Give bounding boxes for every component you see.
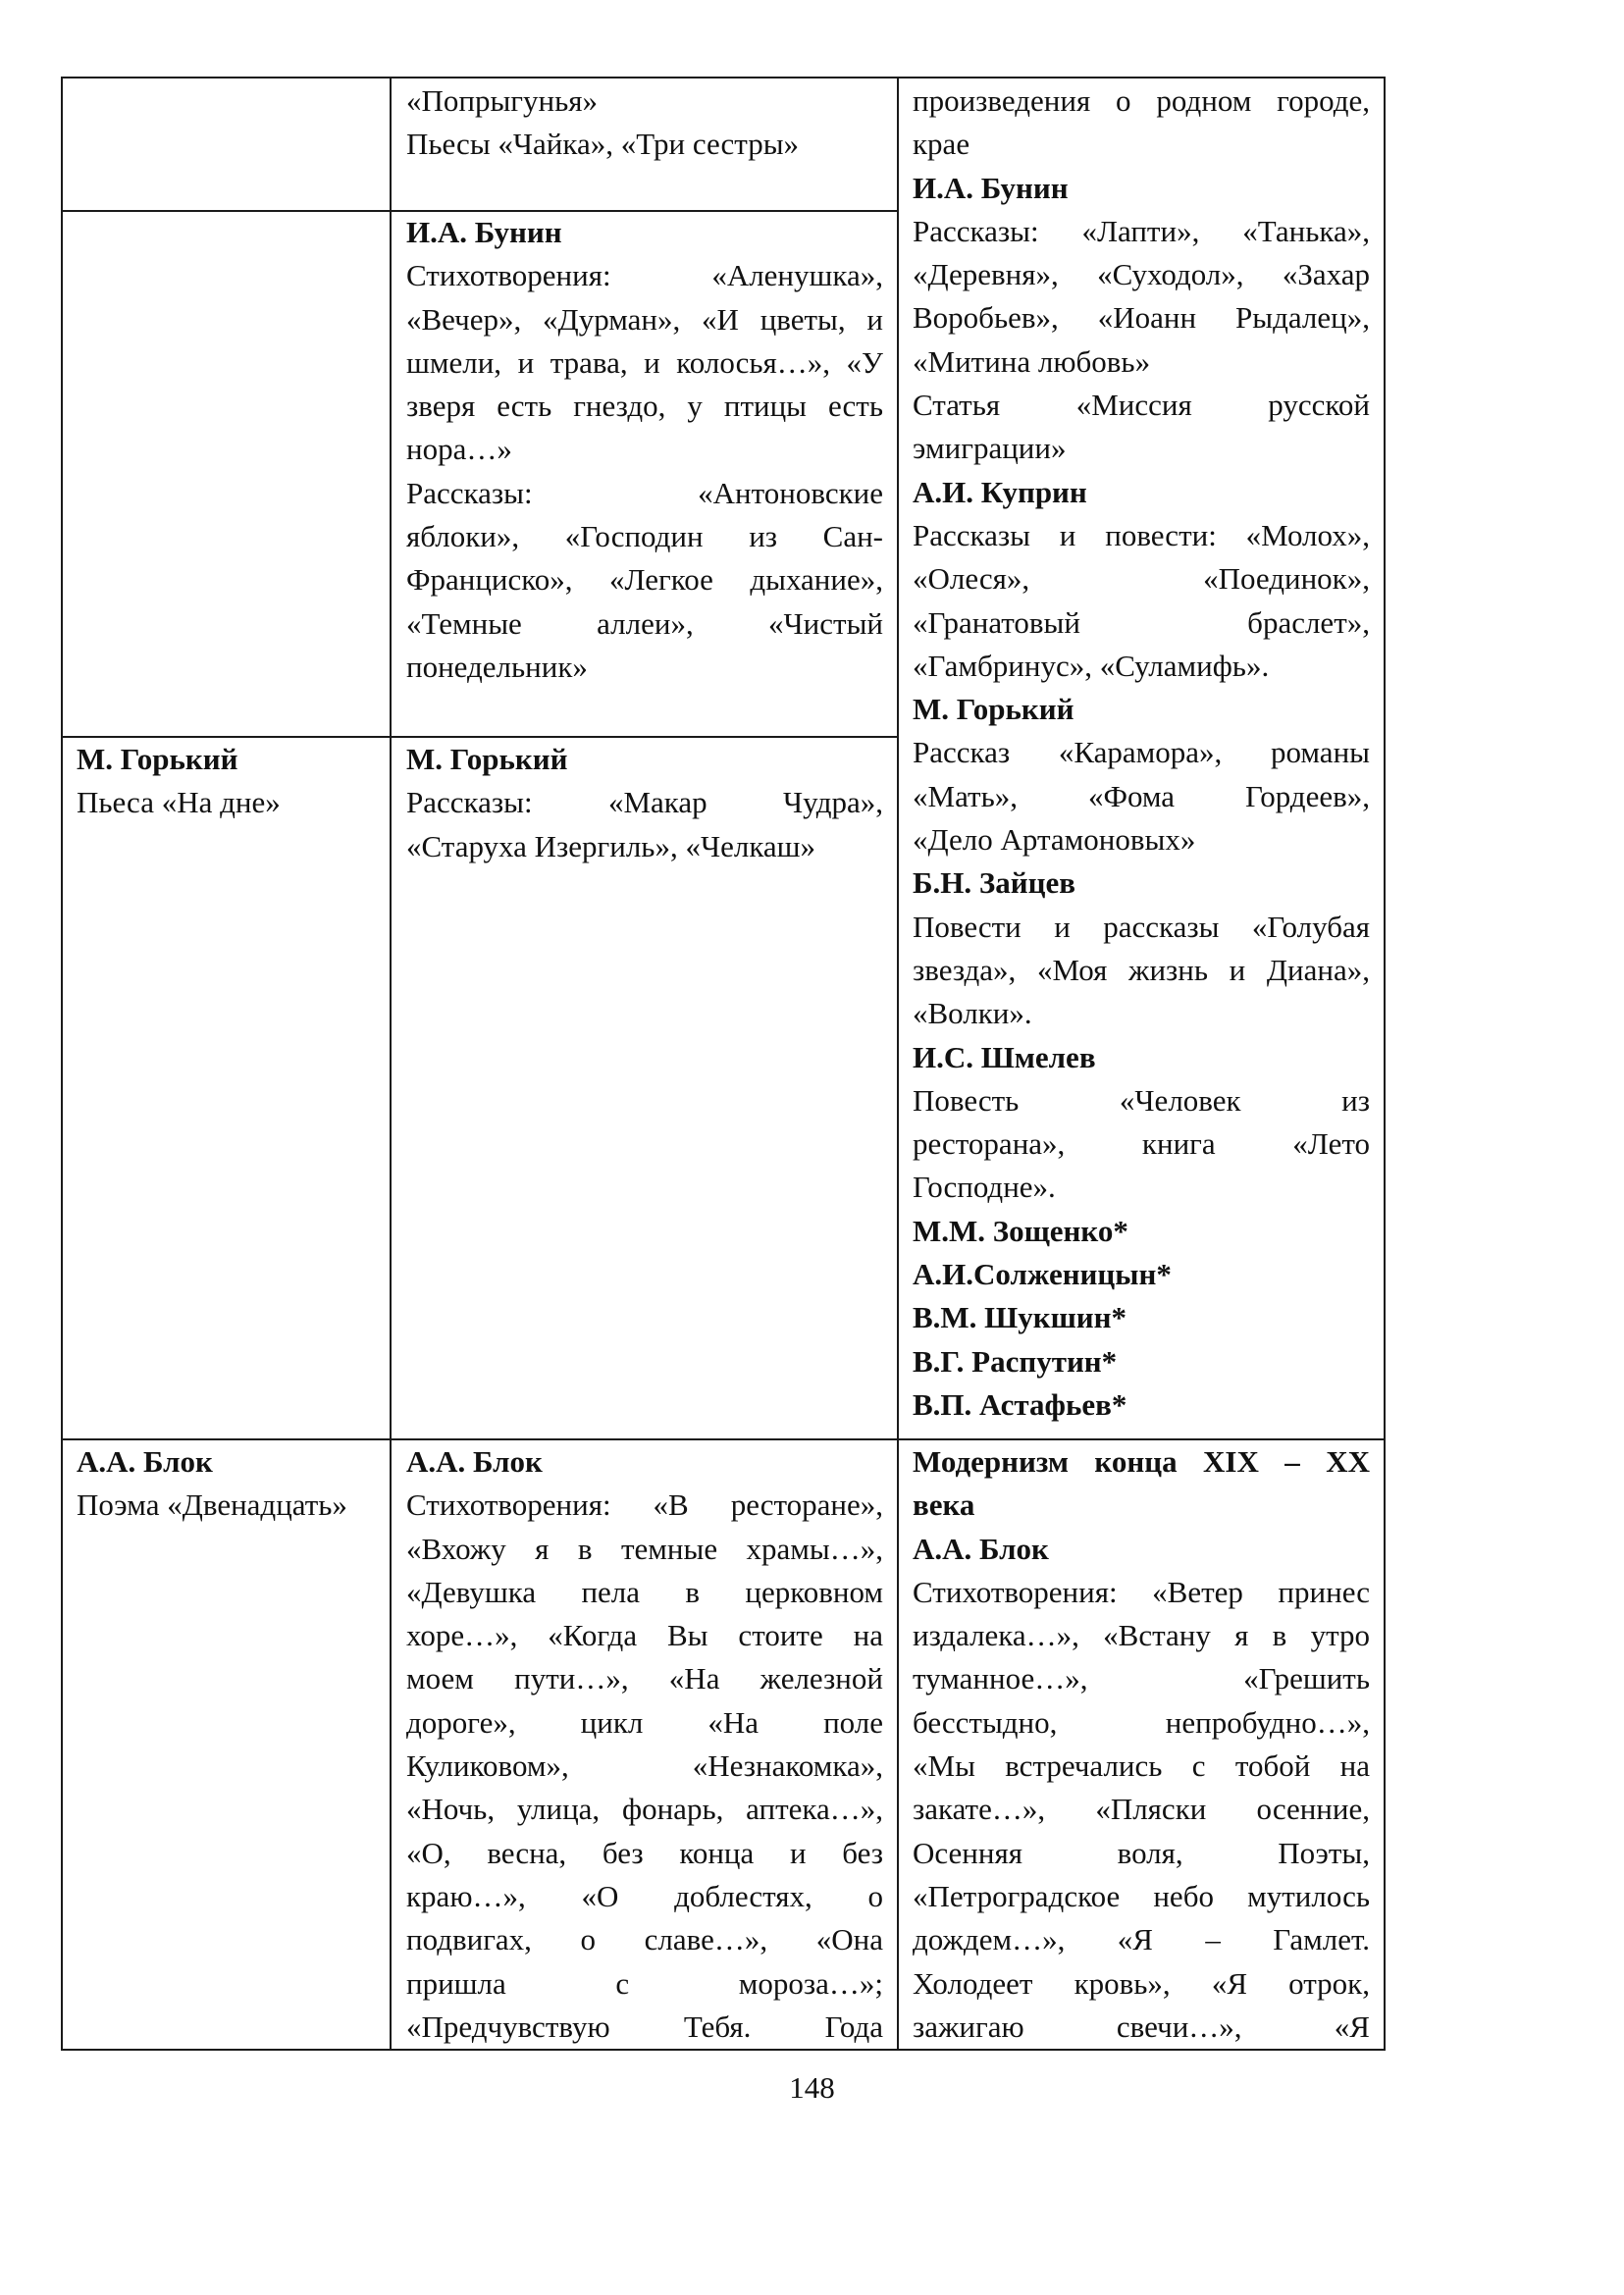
text-line: Поэма «Двенадцать»: [77, 1487, 347, 1523]
table-border-left: [61, 77, 63, 2051]
text-line: яблоки», «Господин из Сан-: [406, 519, 883, 554]
text-line: «Олеся», «Поединок»,: [913, 561, 1370, 597]
text-line: произведения о родном городе,: [913, 83, 1370, 118]
text-line: издалека…», «Встану я в утро: [913, 1618, 1370, 1653]
text-line: «О, весна, без конца и без: [406, 1835, 883, 1870]
text-line: пришла с мороза…»;: [406, 1965, 883, 2001]
text-line: Воробьев», «Иоанн Рыдалец»,: [913, 300, 1370, 336]
author-heading: века: [913, 1487, 975, 1523]
author-heading: И.А. Бунин: [406, 215, 562, 249]
author-heading: М. Горький: [77, 742, 238, 776]
cell-col2-row3: [406, 738, 883, 868]
author-heading: И.А. Бунин: [913, 170, 1069, 205]
text-line: Господне».: [913, 1170, 1056, 1205]
text-line: зверя есть гнездо, у птицы есть: [406, 389, 883, 424]
text-line: звезда», «Моя жизнь и Диана»,: [913, 952, 1370, 987]
text-line: «Деревня», «Суходол», «Захар: [913, 257, 1370, 292]
table-border-bottom: [61, 2049, 1386, 2051]
text-line: дождем…», «Я – Гамлет.: [913, 1922, 1370, 1957]
text-line: подвигах, о славе…», «Она: [406, 1922, 883, 1957]
text-line: ресторана», книга «Лето: [913, 1126, 1370, 1162]
text-line: крае: [913, 127, 970, 162]
text-line: туманное…», «Грешить: [913, 1661, 1370, 1696]
author-heading: А.И.Солженицын*: [913, 1257, 1172, 1292]
text-line: понедельник»: [406, 649, 588, 684]
text-line: моем пути…», «На железной: [406, 1661, 883, 1696]
text-line: Статья «Миссия русской: [913, 388, 1370, 423]
text-line: Повесть «Человек из: [913, 1082, 1370, 1118]
text-line: Рассказы: «Антоновские: [406, 475, 883, 510]
author-heading: А.И. Куприн: [913, 474, 1087, 509]
text-line: «Митина любовь»: [913, 343, 1151, 379]
text-line: закате…», «Пляски осенние,: [913, 1792, 1370, 1827]
table-border-top: [61, 77, 1386, 78]
text-line: краю…», «О доблестях, о: [406, 1878, 883, 1913]
text-line: дороге», цикл «На поле: [406, 1704, 883, 1740]
text-line: бесстыдно, непробудно…»,: [913, 1704, 1370, 1740]
cell-col2-row1: [406, 79, 883, 167]
text-line: Франциско», «Легкое дыхание»,: [406, 562, 883, 598]
text-line: «Предчувствую Тебя. Года: [406, 2008, 883, 2044]
text-line: «Вхожу я в темные храмы…»,: [406, 1531, 883, 1566]
author-heading: Б.Н. Зайцев: [913, 865, 1075, 901]
author-heading: В.М. Шукшин*: [913, 1300, 1126, 1335]
text-line: «Ночь, улица, фонарь, аптека…»,: [406, 1792, 883, 1827]
cell-col3-upper: [913, 79, 1370, 1427]
cell-col1-row4: [77, 1440, 381, 1528]
text-line: «Дело Артамоновых»: [913, 822, 1196, 858]
text-line: шмели, и трава, и колосья…», «У: [406, 344, 883, 380]
text-line: зажигаю свечи…», «Я: [913, 2008, 1370, 2044]
column-divider-1: [390, 77, 392, 2051]
text-line: Рассказы и повести: «Молох»,: [913, 517, 1370, 552]
text-line: Повести и рассказы «Голубая: [913, 909, 1370, 944]
text-line: хоре…», «Когда Вы стоите на: [406, 1618, 883, 1653]
author-heading: А.А. Блок: [406, 1444, 543, 1479]
text-line: «Мы встречались с тобой на: [913, 1748, 1370, 1784]
text-line: Стихотворения: «В ресторане»,: [406, 1487, 883, 1523]
author-heading: В.П. Астафьев*: [913, 1386, 1127, 1422]
text-line: «Мать», «Фома Гордеев»,: [913, 778, 1370, 813]
author-heading: М. Горький: [406, 742, 568, 776]
text-line: «Девушка пела в церковном: [406, 1574, 883, 1609]
text-line: Холодеет кровь», «Я отрок,: [913, 1965, 1370, 2001]
text-line: «Петроградское небо мутилось: [913, 1878, 1370, 1913]
text-line: эмиграции»: [913, 431, 1067, 466]
text-line: Стихотворения: «Аленушка»,: [406, 258, 883, 293]
column-divider-2: [897, 77, 899, 2051]
author-heading: В.Г. Распутин*: [913, 1343, 1118, 1379]
text-line: «Старуха Изергиль», «Челкаш»: [406, 828, 816, 863]
text-line: Осенняя воля, Поэты,: [913, 1835, 1370, 1870]
text-line: «Попрыгунья»: [406, 83, 599, 118]
author-heading: М. Горький: [913, 692, 1074, 727]
text-line: Стихотворения: «Ветер принес: [913, 1574, 1370, 1609]
table-border-right: [1384, 77, 1386, 2051]
text-line: «Гамбринус», «Суламифь».: [913, 648, 1270, 683]
author-heading: А.А. Блок: [77, 1444, 213, 1479]
cell-col1-row3: [77, 738, 381, 825]
text-line: Куликовом», «Незнакомка»,: [406, 1748, 883, 1784]
cell-col2-row2: [406, 211, 883, 689]
author-heading: И.С. Шмелев: [913, 1039, 1096, 1074]
text-line: «Гранатовый браслет»,: [913, 604, 1370, 640]
text-line: Рассказы: «Макар Чудра»,: [406, 785, 883, 820]
text-line: «Волки».: [913, 996, 1032, 1031]
author-heading: А.А. Блок: [913, 1531, 1049, 1566]
cell-col2-row4: [406, 1440, 883, 2049]
text-line: нора…»: [406, 432, 512, 467]
text-line: «Вечер», «Дурман», «И цветы, и: [406, 301, 883, 337]
cell-col3-lower: [913, 1440, 1370, 2049]
text-line: Пьеса «На дне»: [77, 785, 281, 820]
text-line: Рассказы: «Лапти», «Танька»,: [913, 213, 1370, 248]
text-line: Рассказ «Карамора», романы: [913, 735, 1370, 770]
author-heading: М.М. Зощенко*: [913, 1213, 1128, 1248]
page-number: 148: [789, 2070, 835, 2105]
text-line: «Темные аллеи», «Чистый: [406, 605, 883, 641]
author-heading: Модернизм конца XIX – XX: [913, 1444, 1370, 1479]
text-line: Пьесы «Чайка», «Три сестры»: [406, 127, 800, 162]
